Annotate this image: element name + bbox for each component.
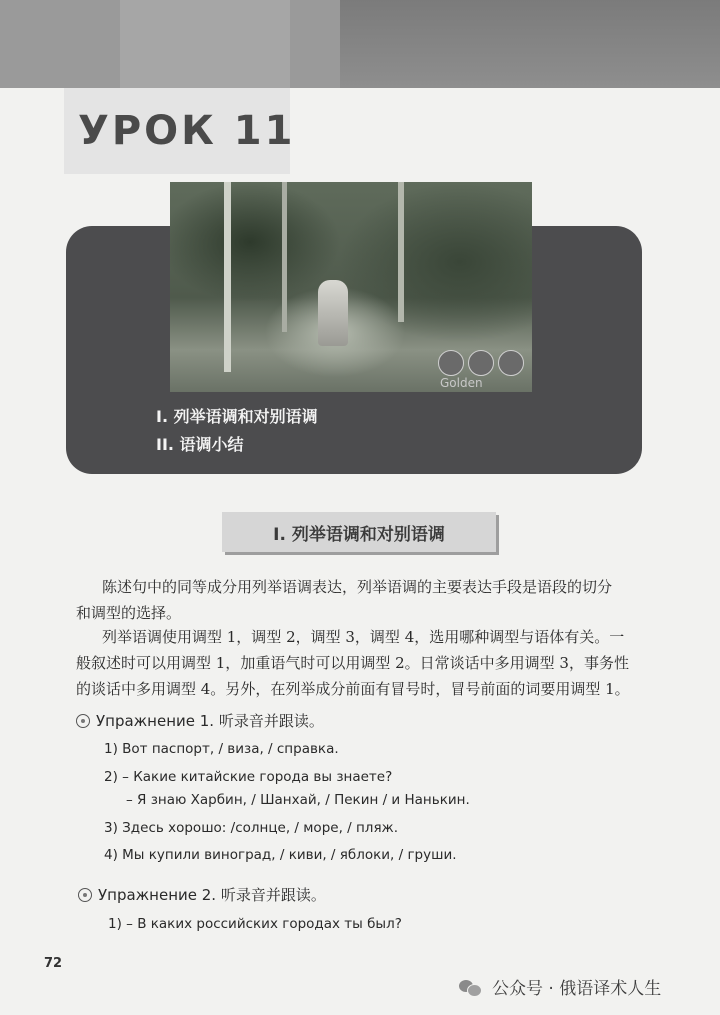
forest-photo: [170, 182, 532, 392]
exercise-2-title: Упражнение 2. 听录音并跟读。: [98, 886, 326, 904]
exercise-1-line: 2) – Какие китайские города вы знаете?: [104, 769, 393, 785]
tree-icon: [498, 350, 524, 376]
paragraph-line: 列举语调使用调型 1，调型 2，调型 3，调型 4，选用哪种调型与语体有关。一: [102, 628, 625, 646]
watermark-text: 公众号 · 俄语译术人生: [492, 979, 662, 999]
wechat-icon: [458, 977, 484, 997]
watermark: [458, 974, 661, 999]
exercise-1-title: Упражнение 1. 听录音并跟读。: [96, 712, 324, 730]
paragraph-line: 的谈话中多用调型 4。另外，在列举成分前面有冒号时，冒号前面的词要用调型 1。: [76, 680, 630, 698]
topic-1: I. 列举语调和对别语调: [156, 407, 318, 426]
exercise-1-heading: [76, 710, 324, 731]
top-band: [0, 0, 720, 88]
top-band-mid-stripe: [120, 0, 290, 88]
tree-trunk: [282, 182, 287, 332]
exercise-1-line: 4) Мы купили виноград, / киви, / яблоки, / груши.: [104, 847, 457, 863]
exercise-2-line: 1) – В каких российских городах ты был?: [108, 916, 402, 932]
tree-trunk: [224, 182, 231, 372]
paragraph-line: 般叙述时可以用调型 1，加重语气时可以用调型 2。日常谈话中多用调型 3，事务性: [76, 654, 629, 672]
sunrise-icon: [468, 350, 494, 376]
sun-icon: [438, 350, 464, 376]
exercise-1-line: 1) Вот паспорт, / виза, / справка.: [104, 741, 339, 757]
exercise-1-line: – Я знаю Харбин, / Шанхай, / Пекин / и Нанькин.: [126, 792, 470, 808]
lesson-title: УРОК 11: [78, 108, 296, 154]
paragraph-line: 和调型的选择。: [76, 604, 182, 622]
paragraph-line: 陈述句中的同等成分用列举语调表达，列举语调的主要表达手段是语段的切分: [102, 578, 613, 596]
photo-logo: [438, 350, 524, 376]
tree-trunk: [398, 182, 404, 322]
exercise-1-line: 3) Здесь хорошо: /солнце, / море, / пляж.: [104, 820, 399, 836]
topic-2: II. 语调小结: [156, 435, 244, 454]
photo-logo-text: Golden: [440, 376, 483, 390]
page-number: 72: [44, 956, 63, 971]
section-heading: I. 列举语调和对别语调: [222, 512, 496, 552]
cd-audio-icon: [78, 888, 92, 902]
figure: [318, 280, 348, 346]
cd-audio-icon: [76, 714, 90, 728]
exercise-2-heading: [78, 884, 326, 905]
